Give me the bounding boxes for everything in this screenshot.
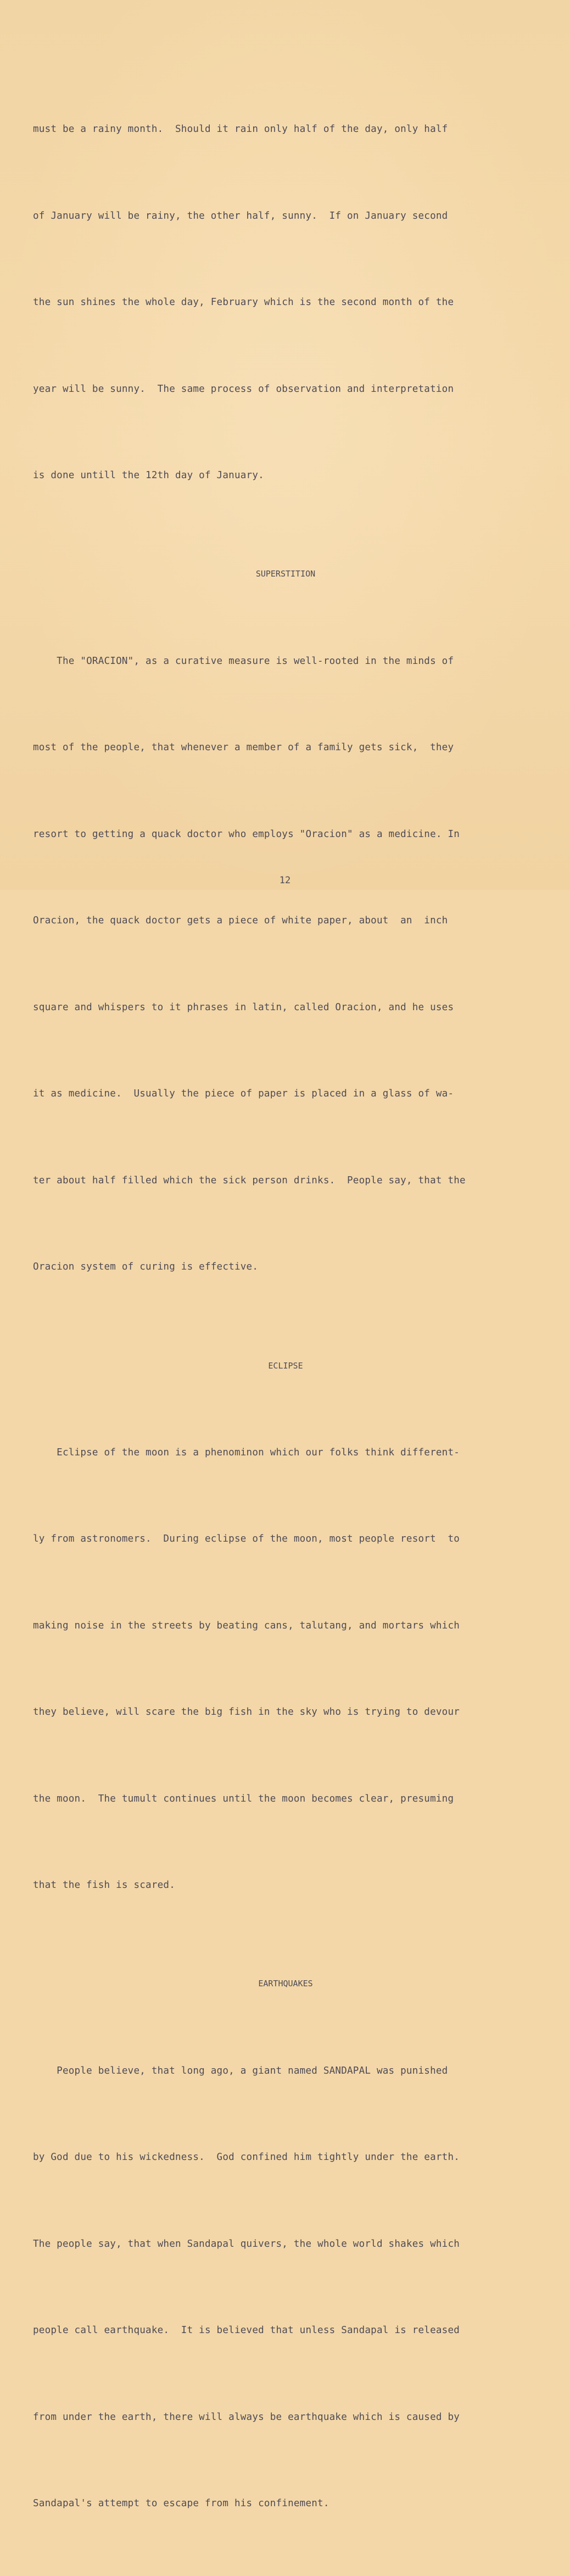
text-line: of January will be rainy, the other half, sunny. If on January second [33, 210, 448, 221]
paragraph-earthquakes [33, 1999, 538, 2576]
text-line: Sandapal's attempt to escape from his confinement. [33, 2498, 329, 2509]
text-line: square and whispers to it phrases in latin, called Oracion, and he uses [33, 1001, 454, 1013]
text-line: the sun shines the whole day, February which is the second month of the [33, 297, 454, 308]
text-line: most of the people, that whenever a member of a family gets sick, they [33, 742, 454, 753]
text-line: Eclipse of the moon is a phenominon which our folks think different- [33, 1447, 460, 1458]
paragraph-superstition [33, 589, 538, 1339]
text-line: they believe, will scare the big fish in the sky who is trying to devour [33, 1707, 460, 1718]
text-line: people call earthquake. It is believed that unless Sandapal is released [33, 2325, 460, 2336]
text-line: Oracion, the quack doctor gets a piece of white paper, about an inch [33, 915, 448, 926]
text-line: the moon. The tumult continues until the moon becomes clear, presuming [33, 1793, 454, 1804]
text-line: must be a rainy month. Should it rain only half of the day, only half [33, 124, 448, 135]
heading-superstition: SUPERSTITION [255, 568, 316, 579]
text-line: is done untill the 12th day of January. [33, 470, 264, 481]
text-line: ter about half filled which the sick person drinks. People say, that the [33, 1175, 466, 1186]
document-body [33, 57, 538, 2576]
text-line: that the fish is scared. [33, 1880, 176, 1891]
text-line: Oracion system of curing is effective. [33, 1261, 259, 1272]
paragraph-intro [33, 57, 538, 548]
text-line: ly from astronomers. During eclipse of the moon, most people resort to [33, 1533, 460, 1544]
text-line: it as medicine. Usually the piece of paper is placed in a glass of wa- [33, 1088, 454, 1099]
text-line: The people say, that when Sandapal quivers, the whole world shakes which [33, 2238, 460, 2250]
heading-eclipse: ECLIPSE [268, 1360, 303, 1371]
text-line: from under the earth, there will always be earthquake which is caused by [33, 2411, 460, 2423]
text-line: resort to getting a quack doctor who employs "Oracion" as a medicine. In [33, 828, 460, 840]
heading-earthquakes: EARTHQUAKES [258, 1978, 313, 1988]
text-line: by God due to his wickedness. God confined him tightly under the earth. [33, 2152, 460, 2163]
text-line: People believe, that long ago, a giant named SANDAPAL was punished [33, 2065, 448, 2076]
page-number: 12 [279, 875, 291, 886]
paragraph-eclipse [33, 1381, 538, 1958]
text-line: making noise in the streets by beating cans, talutang, and mortars which [33, 1620, 460, 1631]
text-line: year will be sunny. The same process of observation and interpretation [33, 383, 454, 395]
text-line: The "ORACION", as a curative measure is well-rooted in the minds of [33, 655, 454, 667]
